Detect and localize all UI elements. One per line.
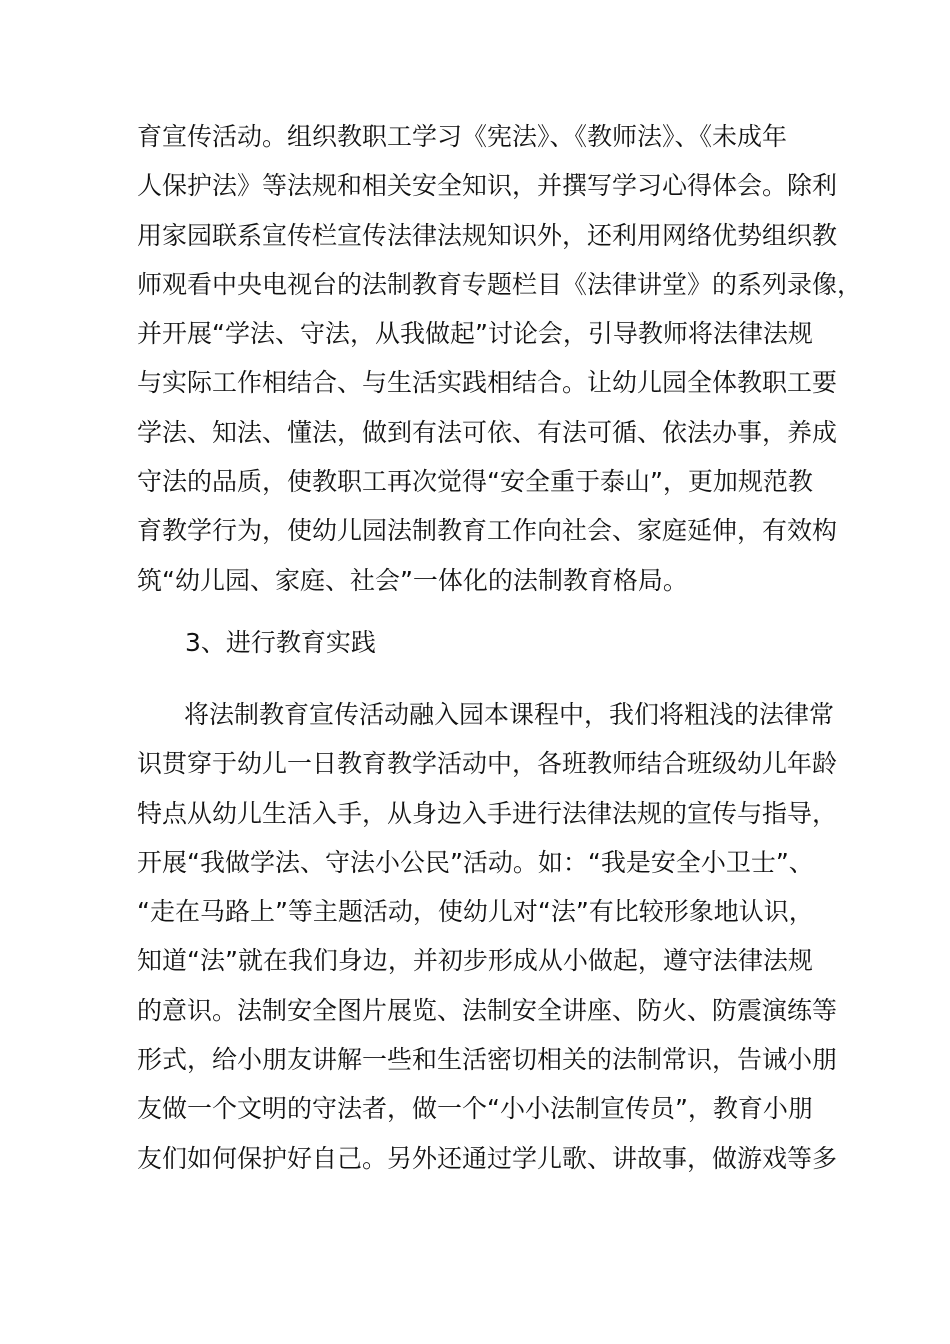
paragraph-line: 识贯穿于幼儿一日教育教学活动中，各班教师结合班级幼儿年龄 — [137, 749, 838, 779]
paragraph-line: 用家园联系宣传栏宣传法律法规知识外，还利用网络优势组织教 — [137, 220, 838, 250]
paragraph-1 — [137, 112, 863, 605]
paragraph-line: “走在马路上”等主题活动，使幼儿对“法”有比较形象地认识， — [137, 897, 814, 927]
paragraph-line: 学法、知法、懂法，做到有法可依、有法可循、依法办事，养成 — [137, 417, 838, 447]
paragraph-line: 育宣传活动。组织教职工学习《宪法》、《教师法》、《未成年 — [137, 122, 788, 151]
paragraph-line: 形式，给小朋友讲解一些和生活密切相关的法制常识，告诫小朋 — [137, 1045, 838, 1075]
paragraph-line: 育教学行为，使幼儿园法制教育工作向社会、家庭延伸，有效构 — [137, 516, 838, 546]
paragraph-line: 与实际工作相结合、与生活实践相结合。让幼儿园全体教职工要 — [137, 368, 838, 398]
paragraph-line: 友们如何保护好自己。另外还通过学儿歌、讲故事，做游戏等多 — [137, 1143, 838, 1173]
paragraph-line: 将法制教育宣传活动融入园本课程中，我们将粗浅的法律常 — [184, 700, 835, 729]
paragraph-line: 特点从幼儿生活入手，从身边入手进行法律法规的宣传与指导， — [137, 798, 838, 828]
paragraph-line: 知道“法”就在我们身边，并初步形成从小做起，遵守法律法规 — [137, 946, 813, 976]
paragraph-2 — [137, 690, 838, 1183]
paragraph-line: 开展“我做学法、守法小公民”活动。如：“我是安全小卫士”、 — [137, 847, 814, 877]
paragraph-line: 守法的品质，使教职工再次觉得“安全重于泰山”，更加规范教 — [137, 467, 813, 497]
paragraph-line: 友做一个文明的守法者，做一个“小小法制宣传员”，教育小朋 — [137, 1094, 813, 1124]
paragraph-line: 人保护法》等法规和相关安全知识，并撰写学习心得体会。除利 — [137, 171, 838, 201]
paragraph-line: 师观看中央电视台的法制教育专题栏目《法律讲堂》的系列录像， — [137, 269, 863, 299]
paragraph-line: 的意识。法制安全图片展览、法制安全讲座、防火、防震演练等 — [137, 995, 838, 1025]
section-heading: 3、进行教育实践 — [185, 628, 376, 657]
paragraph-line: 并开展“学法、守法，从我做起”讨论会，引导教师将法律法规 — [137, 319, 813, 349]
paragraph-line: 筑“幼儿园、家庭、社会”一体化的法制教育格局。 — [137, 565, 688, 595]
